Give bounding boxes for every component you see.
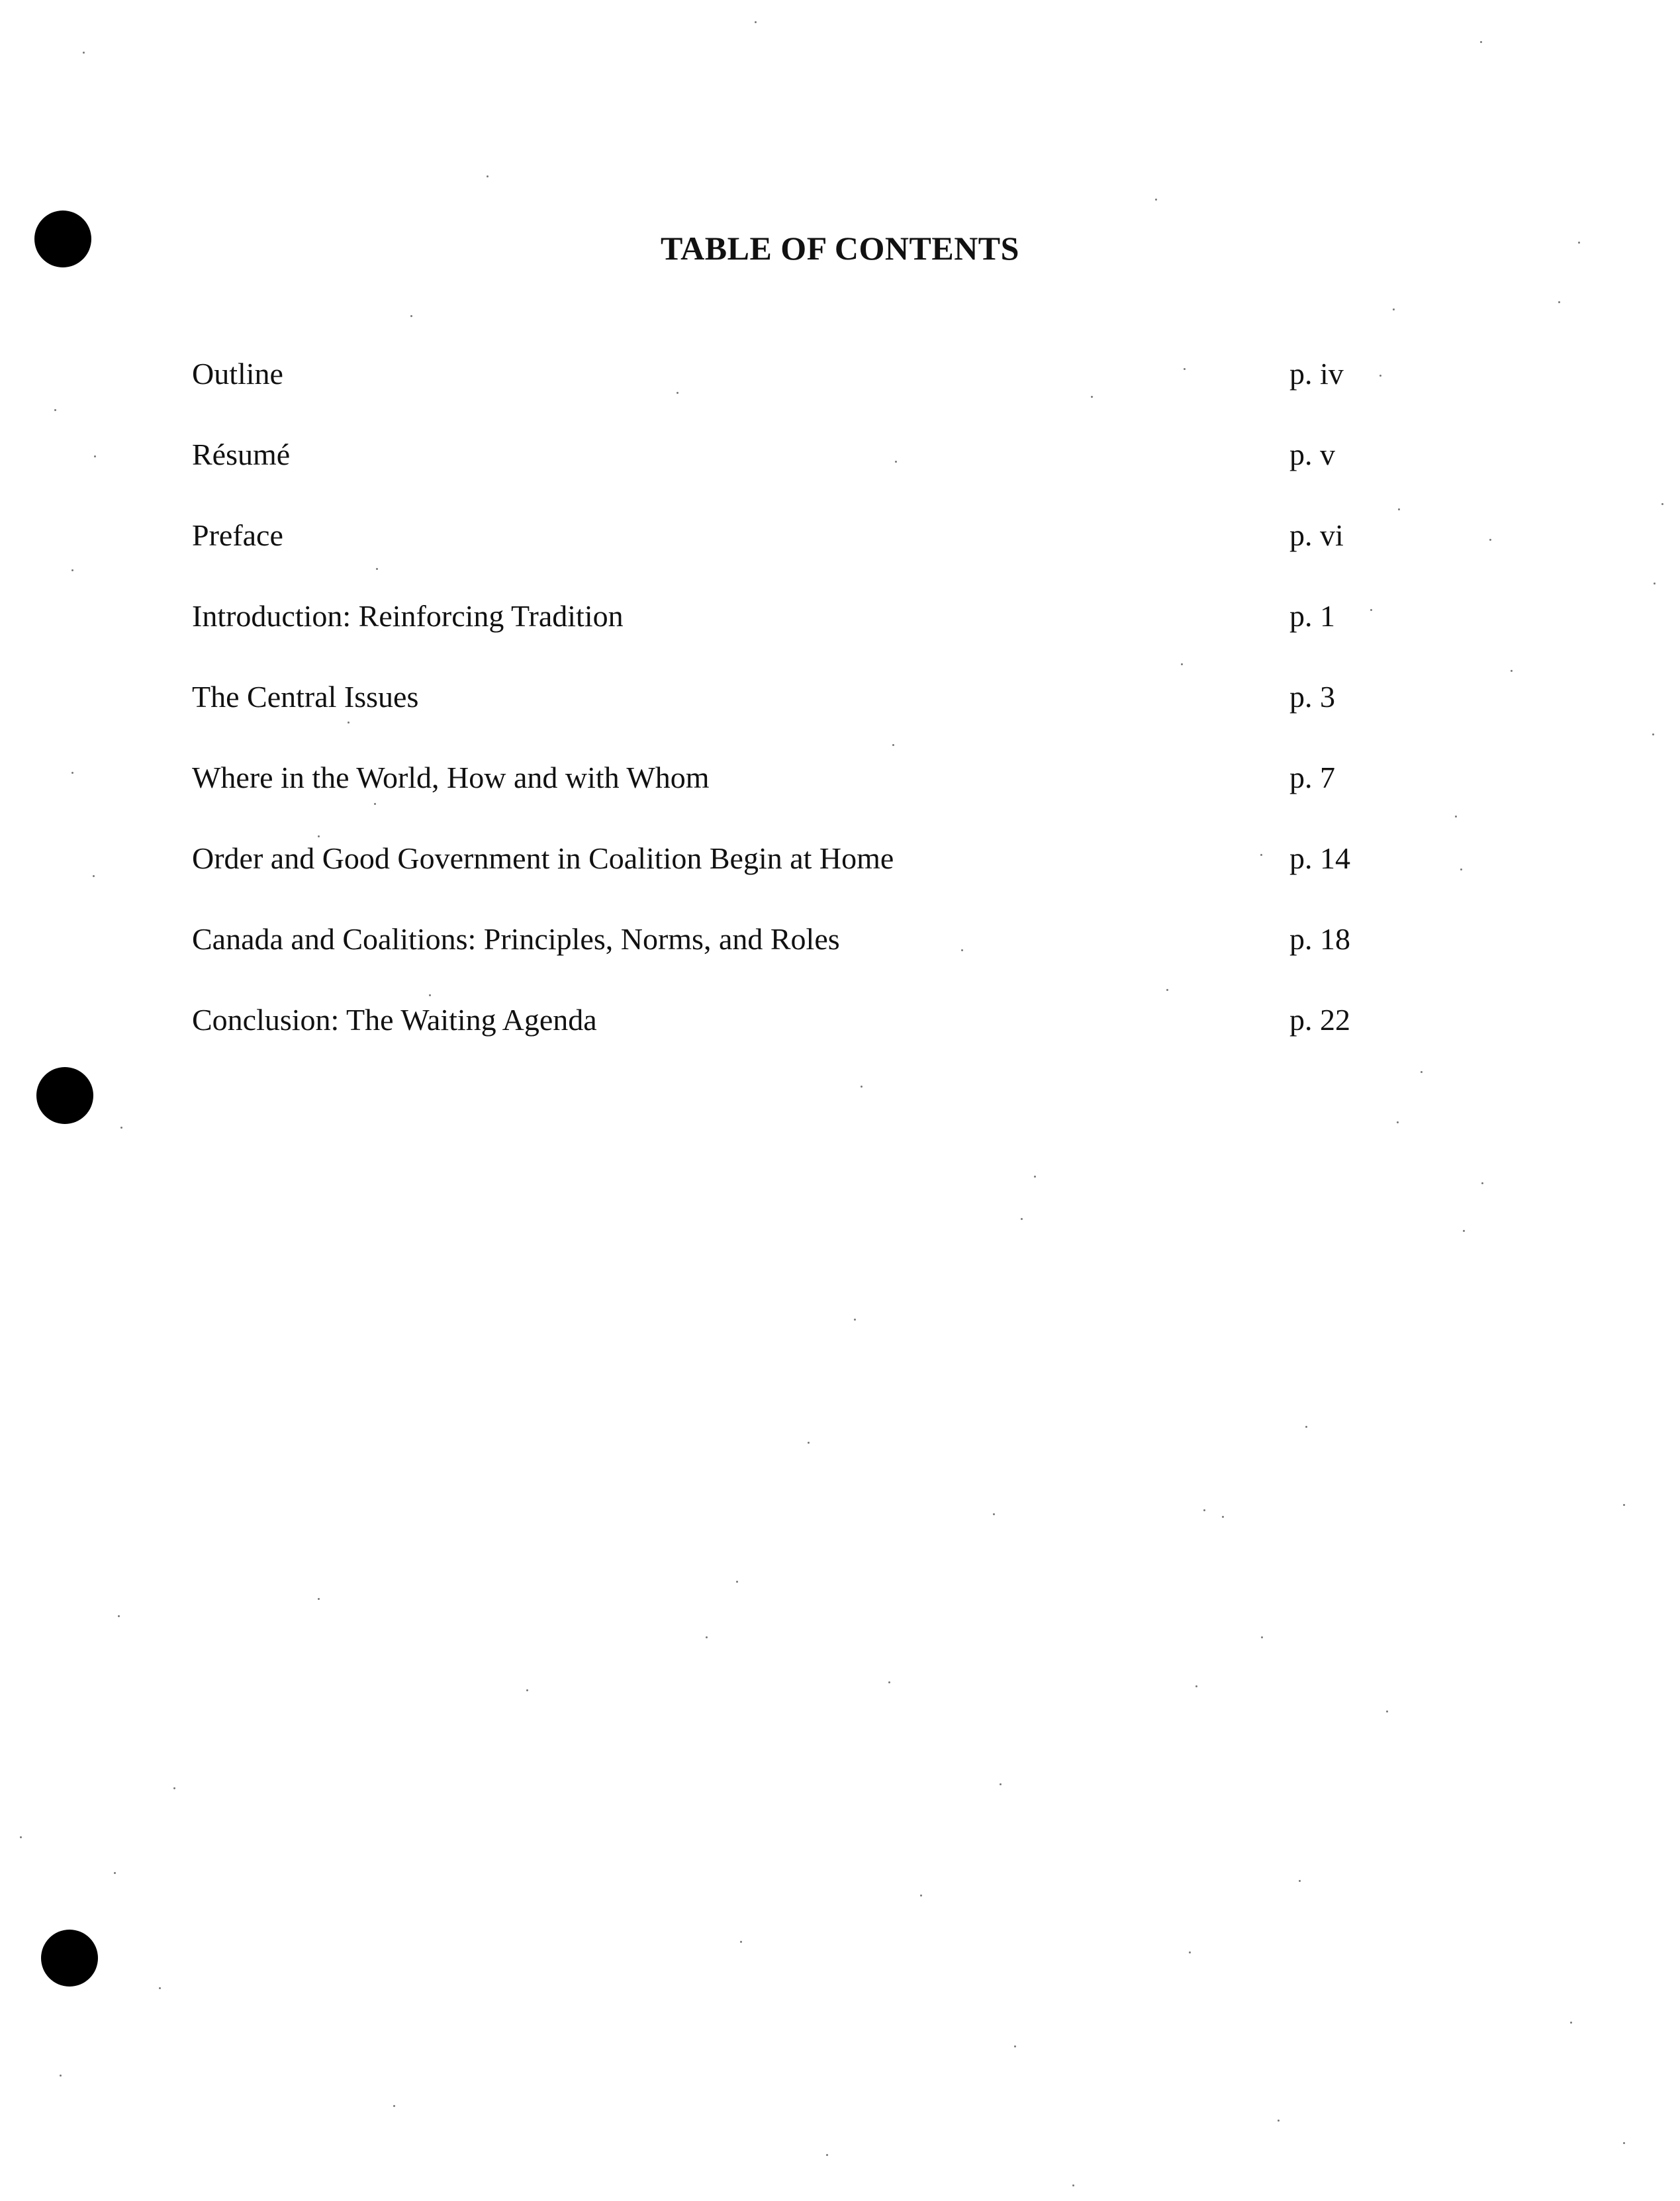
scan-speck [60,2075,62,2077]
toc-entry-title: Canada and Coalitions: Principles, Norms, and Roles [192,922,840,956]
scan-speck [526,1689,528,1691]
scan-speck [410,315,412,317]
scan-speck [1460,868,1462,870]
scan-speck [1189,1951,1191,1953]
scan-speck [83,52,85,54]
scan-speck [120,1127,122,1129]
scan-speck [159,1987,161,1989]
toc-entry-title: Outline [192,357,283,391]
scan-speck [114,1872,116,1874]
scan-speck [1570,2022,1572,2024]
scan-speck [1652,733,1654,735]
toc-entry [192,997,1383,1078]
scan-speck [888,1681,890,1683]
scan-speck [1222,1516,1224,1518]
scan-speck [1278,2120,1280,2122]
toc-entry-title: Résumé [192,438,291,471]
toc-entry-page: p. 18 [1289,922,1350,956]
toc-entry-page: p. vi [1289,518,1344,552]
scan-speck [706,1636,708,1638]
toc-entry-page: p. v [1289,438,1335,471]
scan-speck [71,772,73,774]
toc-entry [192,432,1383,512]
scan-speck [826,2154,828,2156]
scan-speck [1155,199,1157,201]
scan-speck [393,2105,395,2107]
scan-speck [1398,508,1400,510]
punch-hole-bottom [41,1930,98,1987]
scan-speck [1558,301,1560,303]
toc-entry-page: p. 3 [1289,680,1335,714]
scan-speck [1299,1880,1301,1882]
scan-speck [1661,503,1663,505]
toc-entry [192,351,1383,432]
toc-entry [192,593,1383,674]
scan-speck [1305,1426,1307,1428]
toc-entry [192,512,1383,593]
scan-speck [20,1836,22,1838]
scan-speck [1623,1504,1625,1506]
toc-entry [192,835,1383,916]
toc-entry-page: p. iv [1289,357,1344,391]
scan-speck [1000,1783,1002,1785]
scan-speck [1511,670,1513,672]
scan-speck [1203,1509,1205,1511]
scan-speck [94,455,96,457]
scan-speck [1195,1685,1197,1687]
toc-entry-title: Order and Good Government in Coalition Begin at Home [192,841,894,875]
scan-speck [1072,2184,1074,2186]
toc-entry [192,674,1383,755]
toc-entry-title: Where in the World, How and with Whom [192,761,710,794]
scan-speck [1014,2045,1016,2047]
scan-speck [1393,308,1395,310]
scan-speck [1034,1176,1036,1178]
scan-speck [1489,539,1491,541]
scan-speck [173,1787,175,1789]
scan-speck [1021,1218,1023,1220]
scan-speck [993,1513,995,1515]
scan-speck [861,1086,863,1088]
scan-speck [1623,2142,1625,2144]
scan-speck [1455,816,1457,818]
punch-hole-middle [36,1067,93,1124]
scan-speck [118,1615,120,1617]
scan-speck [1463,1230,1465,1232]
scan-speck [1421,1071,1423,1073]
toc-entry-title: The Central Issues [192,680,419,714]
scan-speck [1654,583,1656,585]
toc-entry-page: p. 14 [1289,841,1350,875]
scan-speck [755,21,757,23]
toc-heading: TABLE OF CONTENTS [661,230,1019,267]
toc-entry-title: Preface [192,518,283,552]
scan-speck [93,875,95,877]
scan-speck [920,1895,922,1897]
toc-list [192,351,1383,1078]
toc-entry [192,916,1383,997]
scan-speck [318,1598,320,1600]
scan-speck [736,1581,738,1583]
scan-speck [808,1442,810,1444]
scan-speck [1481,1182,1483,1184]
toc-entry-page: p. 22 [1289,1003,1350,1037]
scan-speck [854,1319,856,1321]
scan-speck [1261,1636,1263,1638]
scan-speck [1397,1121,1399,1123]
toc-entry-page: p. 7 [1289,761,1335,794]
scan-speck [71,569,73,571]
toc-entry-title: Conclusion: The Waiting Agenda [192,1003,597,1037]
toc-entry-page: p. 1 [1289,599,1335,633]
scan-speck [1386,1710,1388,1712]
scan-speck [1480,41,1482,43]
toc-entry-title: Introduction: Reinforcing Tradition [192,599,624,633]
scan-speck [487,175,489,177]
scan-speck [54,409,56,411]
scan-speck [740,1941,742,1943]
toc-entry [192,755,1383,835]
